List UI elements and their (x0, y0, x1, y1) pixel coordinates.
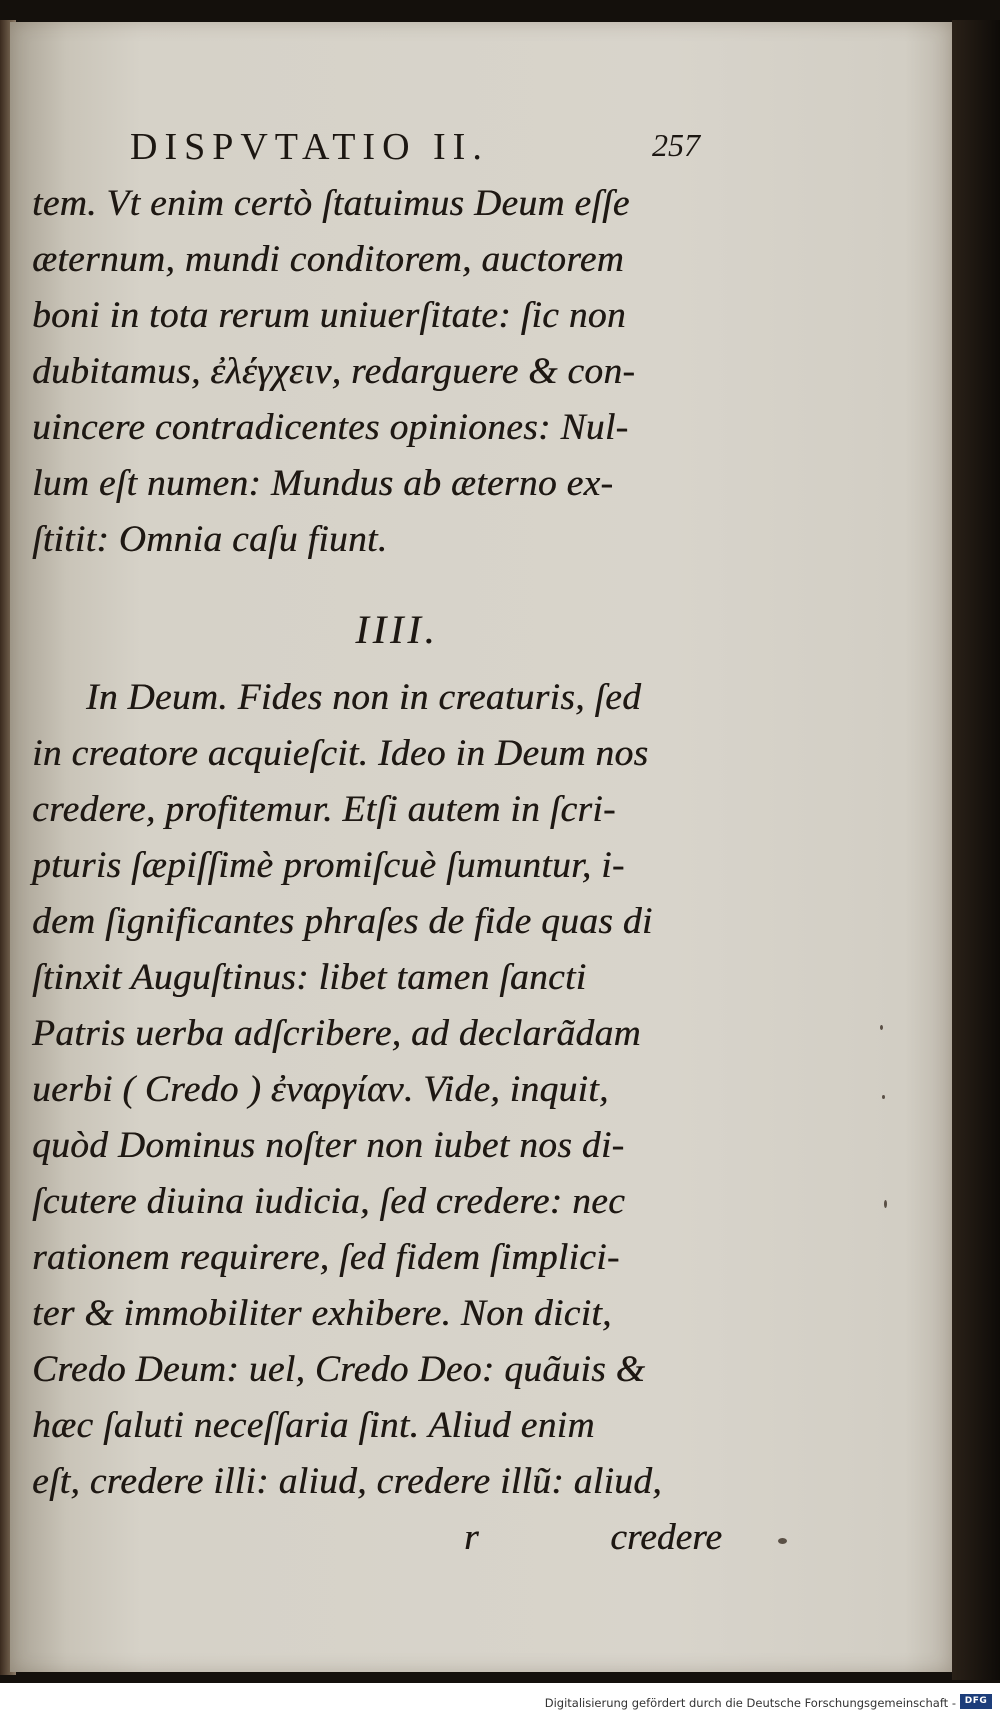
text-line: In Deum. Fides non in creaturis, ſed (86, 677, 642, 718)
text-line: in creatore acquieſcit. Ideo in Deum nos (32, 733, 649, 774)
text-line: Credo Deum: uel, Credo Deo: quãuis & (32, 1349, 646, 1390)
text-line: uerbi ( Credo ) ἐναργίαν. Vide, inquit, (32, 1069, 609, 1110)
page-number: 257 (652, 127, 700, 163)
text-line: Patris uerba adſcribere, ad declarãdam (32, 1013, 641, 1054)
paper-speck (880, 1025, 883, 1030)
text-line: eſt, credere illi: aliud, credere illũ: aliud, (32, 1461, 662, 1502)
text-block (32, 176, 722, 1566)
paper-speck (882, 1095, 885, 1099)
text-line: rationem requirere, ſed fidem ſimplici- (32, 1237, 620, 1278)
book-page-edge (952, 20, 1000, 1680)
text-line: hæc ſaluti neceſſaria ſint. Aliud enim (32, 1405, 595, 1446)
text-line: ſtinxit Auguſtinus: libet tamen ſancti (32, 957, 587, 998)
dfg-logo: DFG (960, 1694, 992, 1709)
paragraph-1 (32, 176, 722, 568)
footer-credit: Digitalisierung gefördert durch die Deutsche Forschungsgemeinschaft - (544, 1696, 956, 1710)
text-line: tem. Vt enim certò ſtatuimus Deum eſſe (32, 183, 630, 224)
text-line: æternum, mundi conditorem, auctorem (32, 239, 625, 280)
paper-speck (778, 1538, 787, 1544)
paper-speck (884, 1200, 887, 1208)
text-line: lum eſt numen: Mundus ab æterno ex- (32, 463, 614, 504)
text-line: credere, profitemur. Etſi autem in ſcri- (32, 789, 616, 830)
text-line: ſcutere diuina iudicia, ſed credere: nec (32, 1181, 626, 1222)
text-line: dem ſignificantes phraſes de fide quas di (32, 901, 653, 942)
text-line: ter & immobiliter exhibere. Non dicit, (32, 1293, 612, 1334)
catchword-row (32, 1510, 722, 1566)
section-heading: IIII. (355, 607, 439, 652)
signature-mark: r (464, 1517, 479, 1558)
text-line: boni in tota rerum uniuerſitate: ſic non (32, 295, 626, 336)
text-line: ſtitit: Omnia caſu fiunt. (32, 519, 388, 560)
paragraph-2 (32, 670, 722, 1510)
catchword: credere (610, 1517, 722, 1558)
running-title: DISPVTATIO II. (130, 126, 489, 168)
running-head (130, 125, 700, 175)
text-line: quòd Dominus noſter non iubet nos di- (32, 1125, 625, 1166)
text-line: uincere contradicentes opiniones: Nul- (32, 407, 629, 448)
text-line: pturis ſæpiſſimè promiſcuè ſumuntur, i- (32, 845, 625, 886)
text-line: dubitamus, ἐλέγχειν, redarguere & con- (32, 351, 636, 392)
